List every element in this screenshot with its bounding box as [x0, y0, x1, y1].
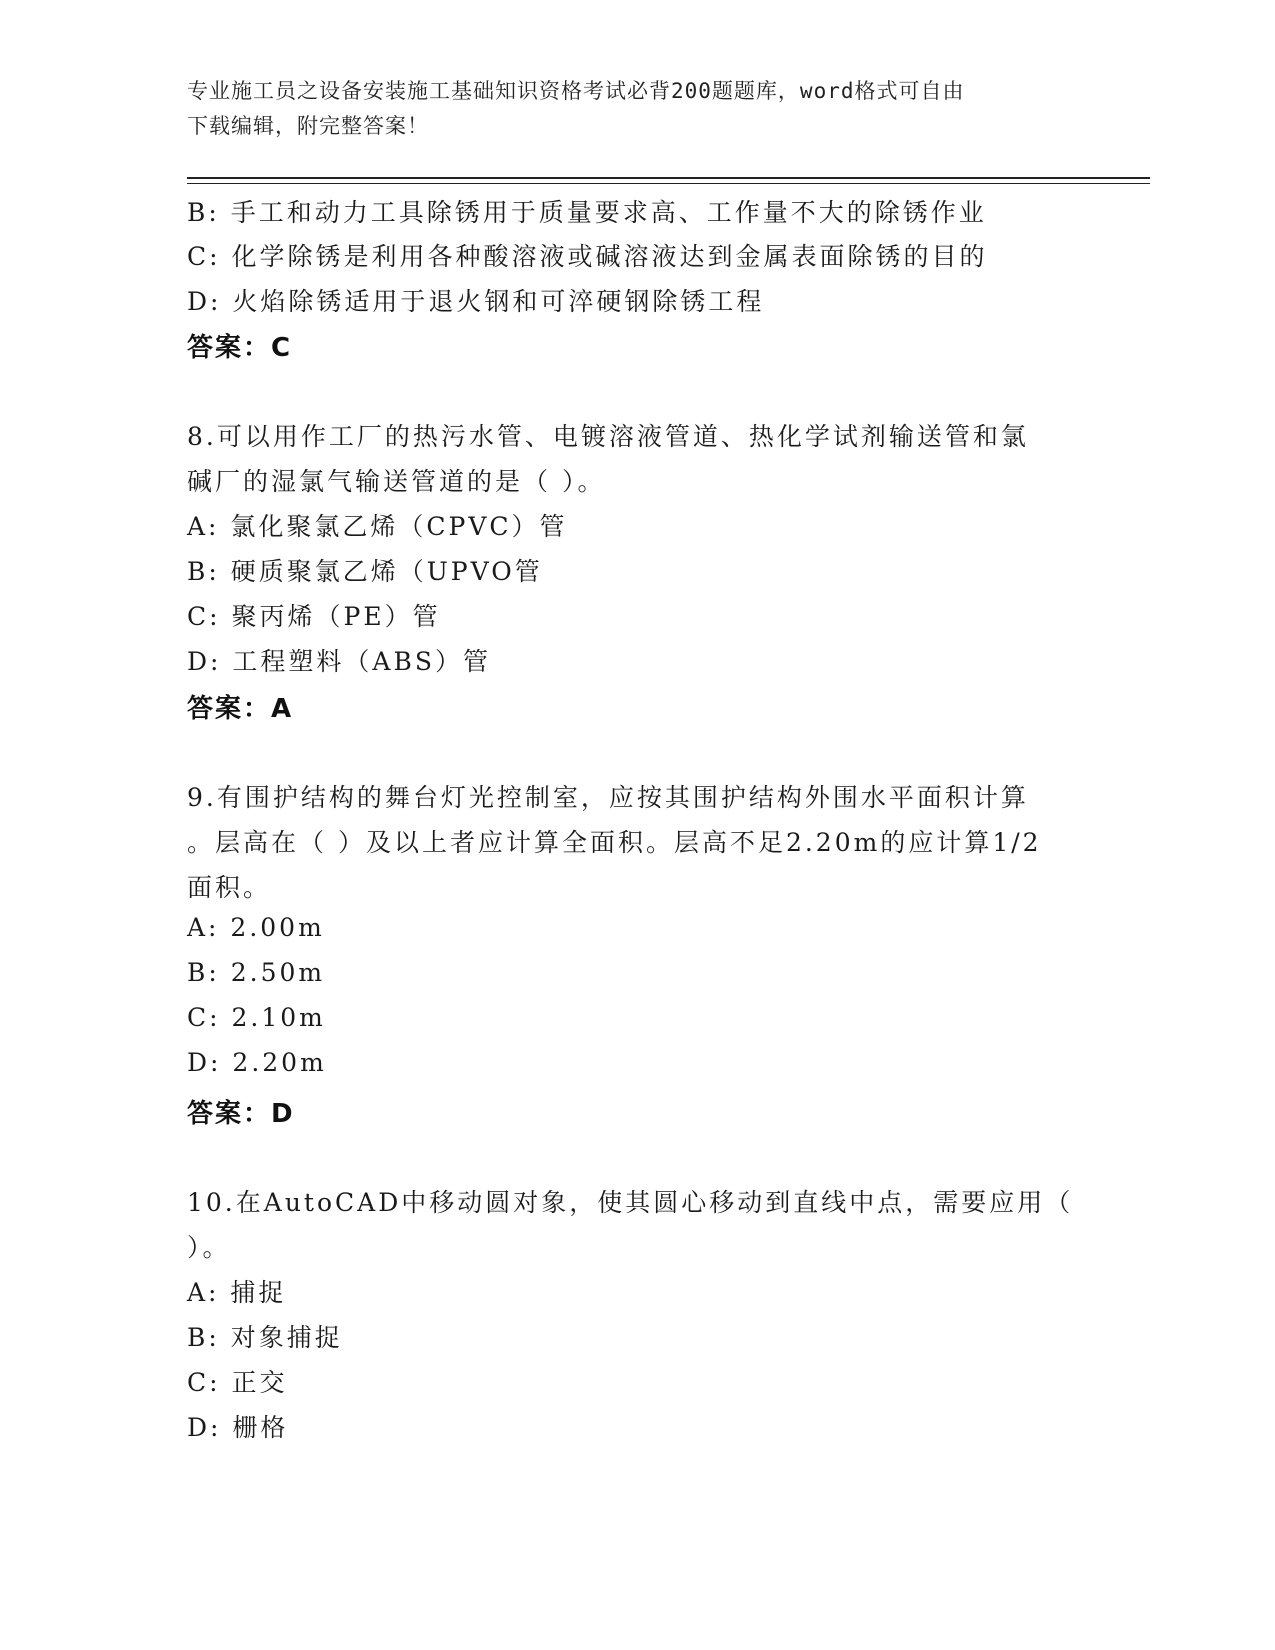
header-divider-thin — [187, 183, 1150, 184]
q10-option-b: B: 对象捕捉 — [187, 1323, 343, 1352]
header-divider-thick — [187, 177, 1150, 179]
q10-option-a: A: 捕捉 — [187, 1278, 287, 1307]
q9-stem-line-2: 。层高在（ ）及以上者应计算全面积。层高不足2.20m的应计算1/2 — [187, 828, 1042, 857]
document-header — [187, 74, 1067, 144]
q10-stem-line-1: 10.在AutoCAD中移动圆对象，使其圆心移动到直线中点，需要应用（ — [187, 1188, 1074, 1217]
q9-stem-line-1: 9.有围护结构的舞台灯光控制室，应按其围护结构外围水平面积计算 — [187, 783, 1029, 812]
q8-answer: 答案：A — [187, 694, 294, 724]
q10-option-d: D: 栅格 — [187, 1413, 289, 1442]
q9-option-b: B: 2.50m — [187, 958, 326, 987]
q7-option-c: C: 化学除锈是利用各种酸溶液或碱溶液达到金属表面除锈的目的 — [187, 242, 988, 271]
q9-option-c: C: 2.10m — [187, 1003, 326, 1032]
q8-option-d: D: 工程塑料（ABS）管 — [187, 647, 491, 676]
q10-stem-line-2: ）。 — [187, 1233, 231, 1262]
q7-option-d: D: 火焰除锈适用于退火钢和可淬硬钢除锈工程 — [187, 287, 765, 316]
q8-option-a: A: 氯化聚氯乙烯（CPVC）管 — [187, 512, 568, 541]
header-line-1: 专业施工员之设备安装施工基础知识资格考试必背200题题库，word格式可自由 — [187, 79, 965, 103]
q8-stem-line-1: 8.可以用作工厂的热污水管、电镀溶液管道、热化学试剂输送管和氯 — [187, 422, 1029, 451]
q7-answer: 答案：C — [187, 333, 293, 363]
q9-stem-line-3: 面积。 — [187, 873, 272, 902]
q8-option-c: C: 聚丙烯（PE）管 — [187, 602, 441, 631]
q8-option-b: B: 硬质聚氯乙烯（UPVO管 — [187, 557, 543, 586]
q10-option-c: C: 正交 — [187, 1368, 288, 1397]
q8-stem-line-2: 碱厂的湿氯气输送管道的是（ ）。 — [187, 467, 606, 496]
q9-answer: 答案：D — [187, 1099, 295, 1129]
q9-option-a: A: 2.00m — [187, 913, 325, 942]
q9-option-d: D: 2.20m — [187, 1048, 327, 1077]
q7-option-b: B: 手工和动力工具除锈用于质量要求高、工作量不大的除锈作业 — [187, 198, 987, 227]
header-line-2: 下载编辑，附完整答案！ — [187, 114, 429, 138]
